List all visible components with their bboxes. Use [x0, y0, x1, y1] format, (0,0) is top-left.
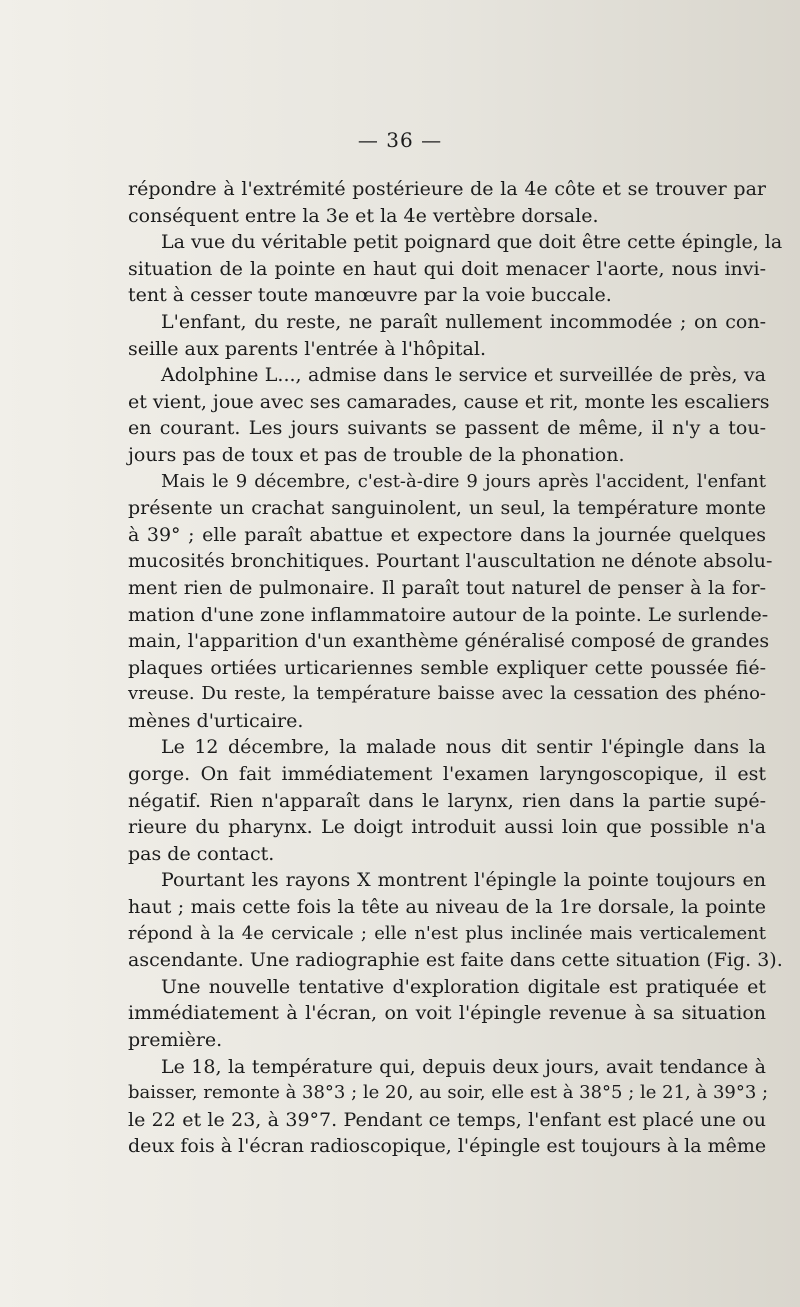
text-line: rieure du pharynx. Le doigt introduit aussi loin que possible n'a	[128, 816, 766, 839]
text-line: La vue du véritable petit poignard que doit être cette épingle, la	[161, 231, 783, 254]
text-line: tent à cesser toute manœuvre par la voie buccale.	[128, 284, 612, 307]
text-line: situation de la pointe en haut qui doit menacer l'aorte, nous invi-	[128, 257, 766, 280]
text-line: pas de contact.	[128, 842, 275, 865]
text-line: immédiatement à l'écran, on voit l'épingle revenue à sa situation	[128, 1002, 766, 1025]
text-line: négatif. Rien n'apparaît dans le larynx, rien dans la partie supé-	[128, 789, 766, 812]
page-number: — 36 —	[357, 128, 443, 152]
text-line: répond à la 4e cervicale ; elle n'est plus inclinée mais verticalement	[128, 922, 766, 944]
text-line: et vient, joue avec ses camarades, cause et rit, monte les escaliers	[128, 390, 770, 413]
body-text	[128, 176, 783, 1160]
text-line: gorge. On fait immédiatement l'examen laryngoscopique, il est	[128, 763, 766, 786]
text-line: Pourtant les rayons X montrent l'épingle la pointe toujours en	[161, 869, 766, 892]
text-line: mucosités bronchitiques. Pourtant l'auscultation ne dénote absolu-	[128, 550, 773, 573]
text-line: à 39° ; elle paraît abattue et expectore dans la journée quelques	[128, 523, 766, 546]
text-line: Le 12 décembre, la malade nous dit sentir l'épingle dans la	[161, 736, 766, 759]
text-line: présente un crachat sanguinolent, un seul, la température monte	[128, 497, 766, 520]
text-line: mènes d'urticaire.	[128, 709, 304, 732]
text-line: seille aux parents l'entrée à l'hôpital.	[128, 337, 486, 360]
text-line: jours pas de toux et pas de trouble de la phonation.	[128, 443, 625, 466]
text-line: ment rien de pulmonaire. Il paraît tout naturel de penser à la for-	[128, 576, 766, 599]
text-line: vreuse. Du reste, la température baisse avec la cessation des phéno-	[128, 683, 766, 705]
text-line: Le 18, la température qui, depuis deux jours, avait tendance à	[161, 1055, 766, 1078]
text-line: baisser, remonte à 38°3 ; le 20, au soir, elle est à 38°5 ; le 21, à 39°3 ;	[128, 1082, 769, 1104]
text-line: ascendante. Une radiographie est faite dans cette situation (Fig. 3).	[128, 949, 783, 972]
text-line: main, l'apparition d'un exanthème généralisé composé de grandes	[128, 630, 770, 653]
text-line: répondre à l'extrémité postérieure de la 4e côte et se trouver par	[128, 178, 766, 200]
text-line: conséquent entre la 3e et la 4e vertèbre dorsale.	[128, 204, 599, 227]
text-line: L'enfant, du reste, ne paraît nullement incommodée ; on con-	[161, 310, 766, 333]
text-line: plaques ortiées urticariennes semble expliquer cette poussée fié-	[128, 656, 766, 679]
text-line: en courant. Les jours suivants se passent de même, il n'y a tou-	[128, 417, 766, 440]
text-line: deux fois à l'écran radioscopique, l'épingle est toujours à la même	[128, 1135, 767, 1158]
text-line: Une nouvelle tentative d'exploration digitale est pratiquée et	[161, 975, 766, 998]
text-line: haut ; mais cette fois la tête au niveau de la 1re dorsale, la pointe	[128, 896, 766, 919]
text-line: première.	[128, 1029, 223, 1051]
text-line: mation d'une zone inflammatoire autour de la pointe. Le surlende-	[128, 603, 769, 626]
text-line: Adolphine L..., admise dans le service et surveillée de près, va	[161, 364, 766, 387]
text-line: Mais le 9 décembre, c'est-à-dire 9 jours après l'accident, l'enfant	[161, 470, 766, 492]
text-line: le 22 et le 23, à 39°7. Pendant ce temps, l'enfant est placé une ou	[128, 1108, 766, 1131]
